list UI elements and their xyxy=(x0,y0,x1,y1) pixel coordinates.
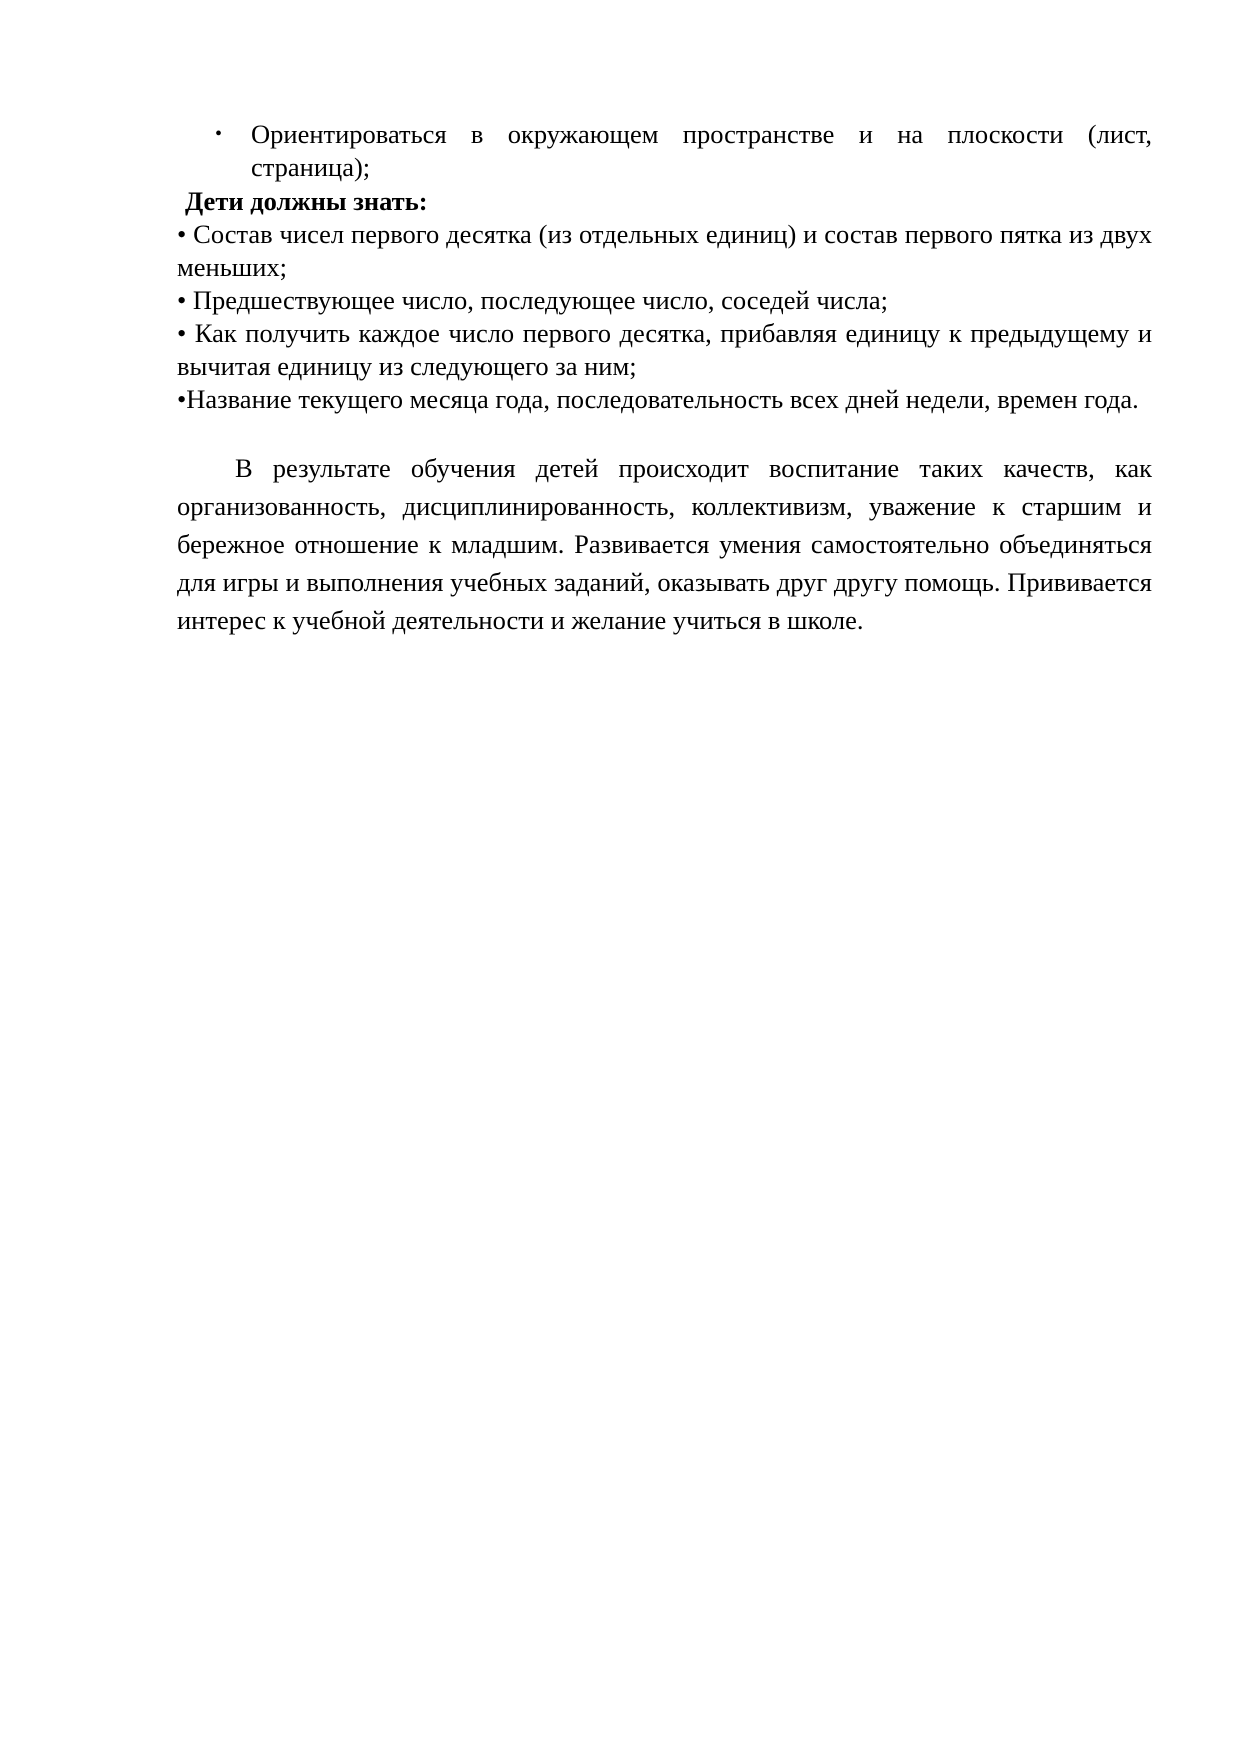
list-item xyxy=(177,118,1152,184)
list-item: •Название текущего месяца года, последовательность всех дней недели, времен года. xyxy=(177,384,1139,414)
document-body xyxy=(177,118,1152,639)
bullet-marker: • xyxy=(215,123,223,145)
list-item-text: Ориентироваться в окружающем пространстве и на плоскости (лист, страница); xyxy=(251,119,1152,182)
list-item: • Предшествующее число, последующее число, соседей числа; xyxy=(177,285,888,315)
summary-paragraph: В результате обучения детей происходит воспитание таких качеств, как организованность, дисциплинированность, коллективизм, уважение к старшим и бережное отношение к младшим. Развивается умения самостоятельно объединяться для игры и выполнения учебных заданий, оказывать друг другу помощь. Прививается интерес к учебной деятельности и желание учиться в школе. xyxy=(177,453,1152,635)
list-item: • Состав чисел первого десятка (из отдельных единиц) и состав первого пятка из двух меньших; xyxy=(177,219,1152,282)
list-item: • Как получить каждое число первого десятка, прибавляя единицу к предыдущему и вычитая единицу из следующего за ним; xyxy=(177,318,1152,381)
section-heading: Дети должны знать: xyxy=(185,186,428,216)
